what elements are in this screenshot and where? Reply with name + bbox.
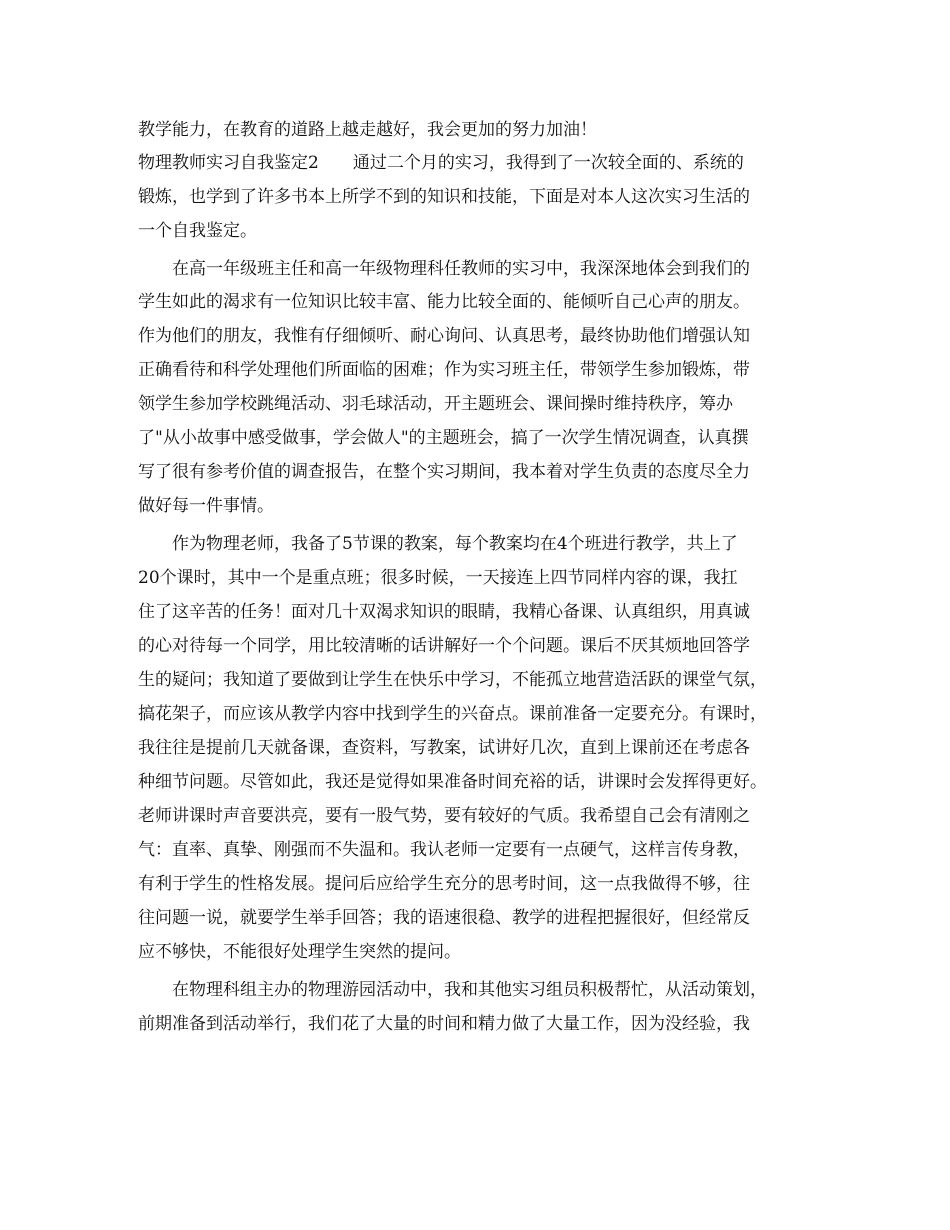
text-line: 老师讲课时声音要洪亮，要有一股气势，要有较好的气质。我希望自己会有清刚之 [138,806,750,826]
text-line: 前期准备到活动举行，我们花了大量的时间和精力做了大量工作，因为没经验，我 [138,1014,750,1034]
text-line: 20个课时，其中一个是重点班；很多时候，一天接连上四节同样内容的课，我扛 [138,568,738,588]
text-line: 应不够快，不能很好处理学生突然的提问。 [138,942,461,962]
text-line: 搞花架子，而应该从教学内容中找到学生的兴奋点。课前准备一定要充分。有课时， [138,704,767,724]
text-line: 生的疑问；我知道了要做到让学生在快乐中学习，不能孤立地营造活跃的课堂气氛， [138,670,767,690]
text-line: 在高一年级班主任和高一年级物理科任教师的实习中，我深深地体会到我们的 [138,259,750,279]
text-line: 了"从小故事中感受做事，学会做人"的主题班会，搞了一次学生情况调查，认真撰 [138,428,749,448]
text-line: 物理教师实习自我鉴定2 通过二个月的实习，我得到了一次较全面的、系统的 [138,153,744,173]
text-line: 正确看待和科学处理他们所面临的困难；作为实习班主任，带领学生参加锻炼，带 [138,360,750,380]
text-line: 作为物理老师，我备了5节课的教案，每个教案均在4个班进行教学，共上了 [138,534,738,554]
text-line: 学生如此的渴求有一位知识比较丰富、能力比较全面的、能倾听自己心声的朋友。 [138,292,750,312]
text-line: 写了很有参考价值的调查报告，在整个实习期间，我本着对学生负责的态度尽全力 [138,462,750,482]
text-line: 领学生参加学校跳绳活动、羽毛球活动，开主题班会、课间操时维持秩序，筹办 [138,394,733,414]
text-line: 作为他们的朋友，我惟有仔细倾听、耐心询问、认真思考，最终协助他们增强认知 [138,326,750,346]
text-line: 我往往是提前几天就备课，查资料，写教案，试讲好几次，直到上课前还在考虑各 [138,738,750,758]
text-line: 往问题一说，就要学生举手回答；我的语速很稳、教学的进程把握很好，但经常反 [138,908,750,928]
text-line: 做好每一件事情。 [138,496,274,516]
text-line: 气：直率、真挚、刚强而不失温和。我认老师一定要有一点硬气，这样言传身教， [138,840,750,860]
text-line: 住了这辛苦的任务！面对几十双渴求知识的眼睛，我精心备课、认真组织，用真诚 [138,602,750,622]
text-line: 的心对待每一个同学，用比较清晰的话讲解好一个个问题。课后不厌其烦地回答学 [138,636,750,656]
text-line: 一个自我鉴定。 [138,221,257,241]
text-line: 锻炼，也学到了许多书本上所学不到的知识和技能，下面是对本人这次实习生活的 [138,187,750,207]
text-line: 有利于学生的性格发展。提问后应给学生充分的思考时间，这一点我做得不够，往 [138,874,750,894]
text-line: 在物理科组主办的物理游园活动中，我和其他实习组员积极帮忙，从活动策划， [138,980,767,1000]
text-line: 种细节问题。尽管如此，我还是觉得如果准备时间充裕的话，讲课时会发挥得更好。 [138,772,767,792]
text-line: 教学能力，在教育的道路上越走越好，我会更加的努力加油！ [138,120,597,140]
